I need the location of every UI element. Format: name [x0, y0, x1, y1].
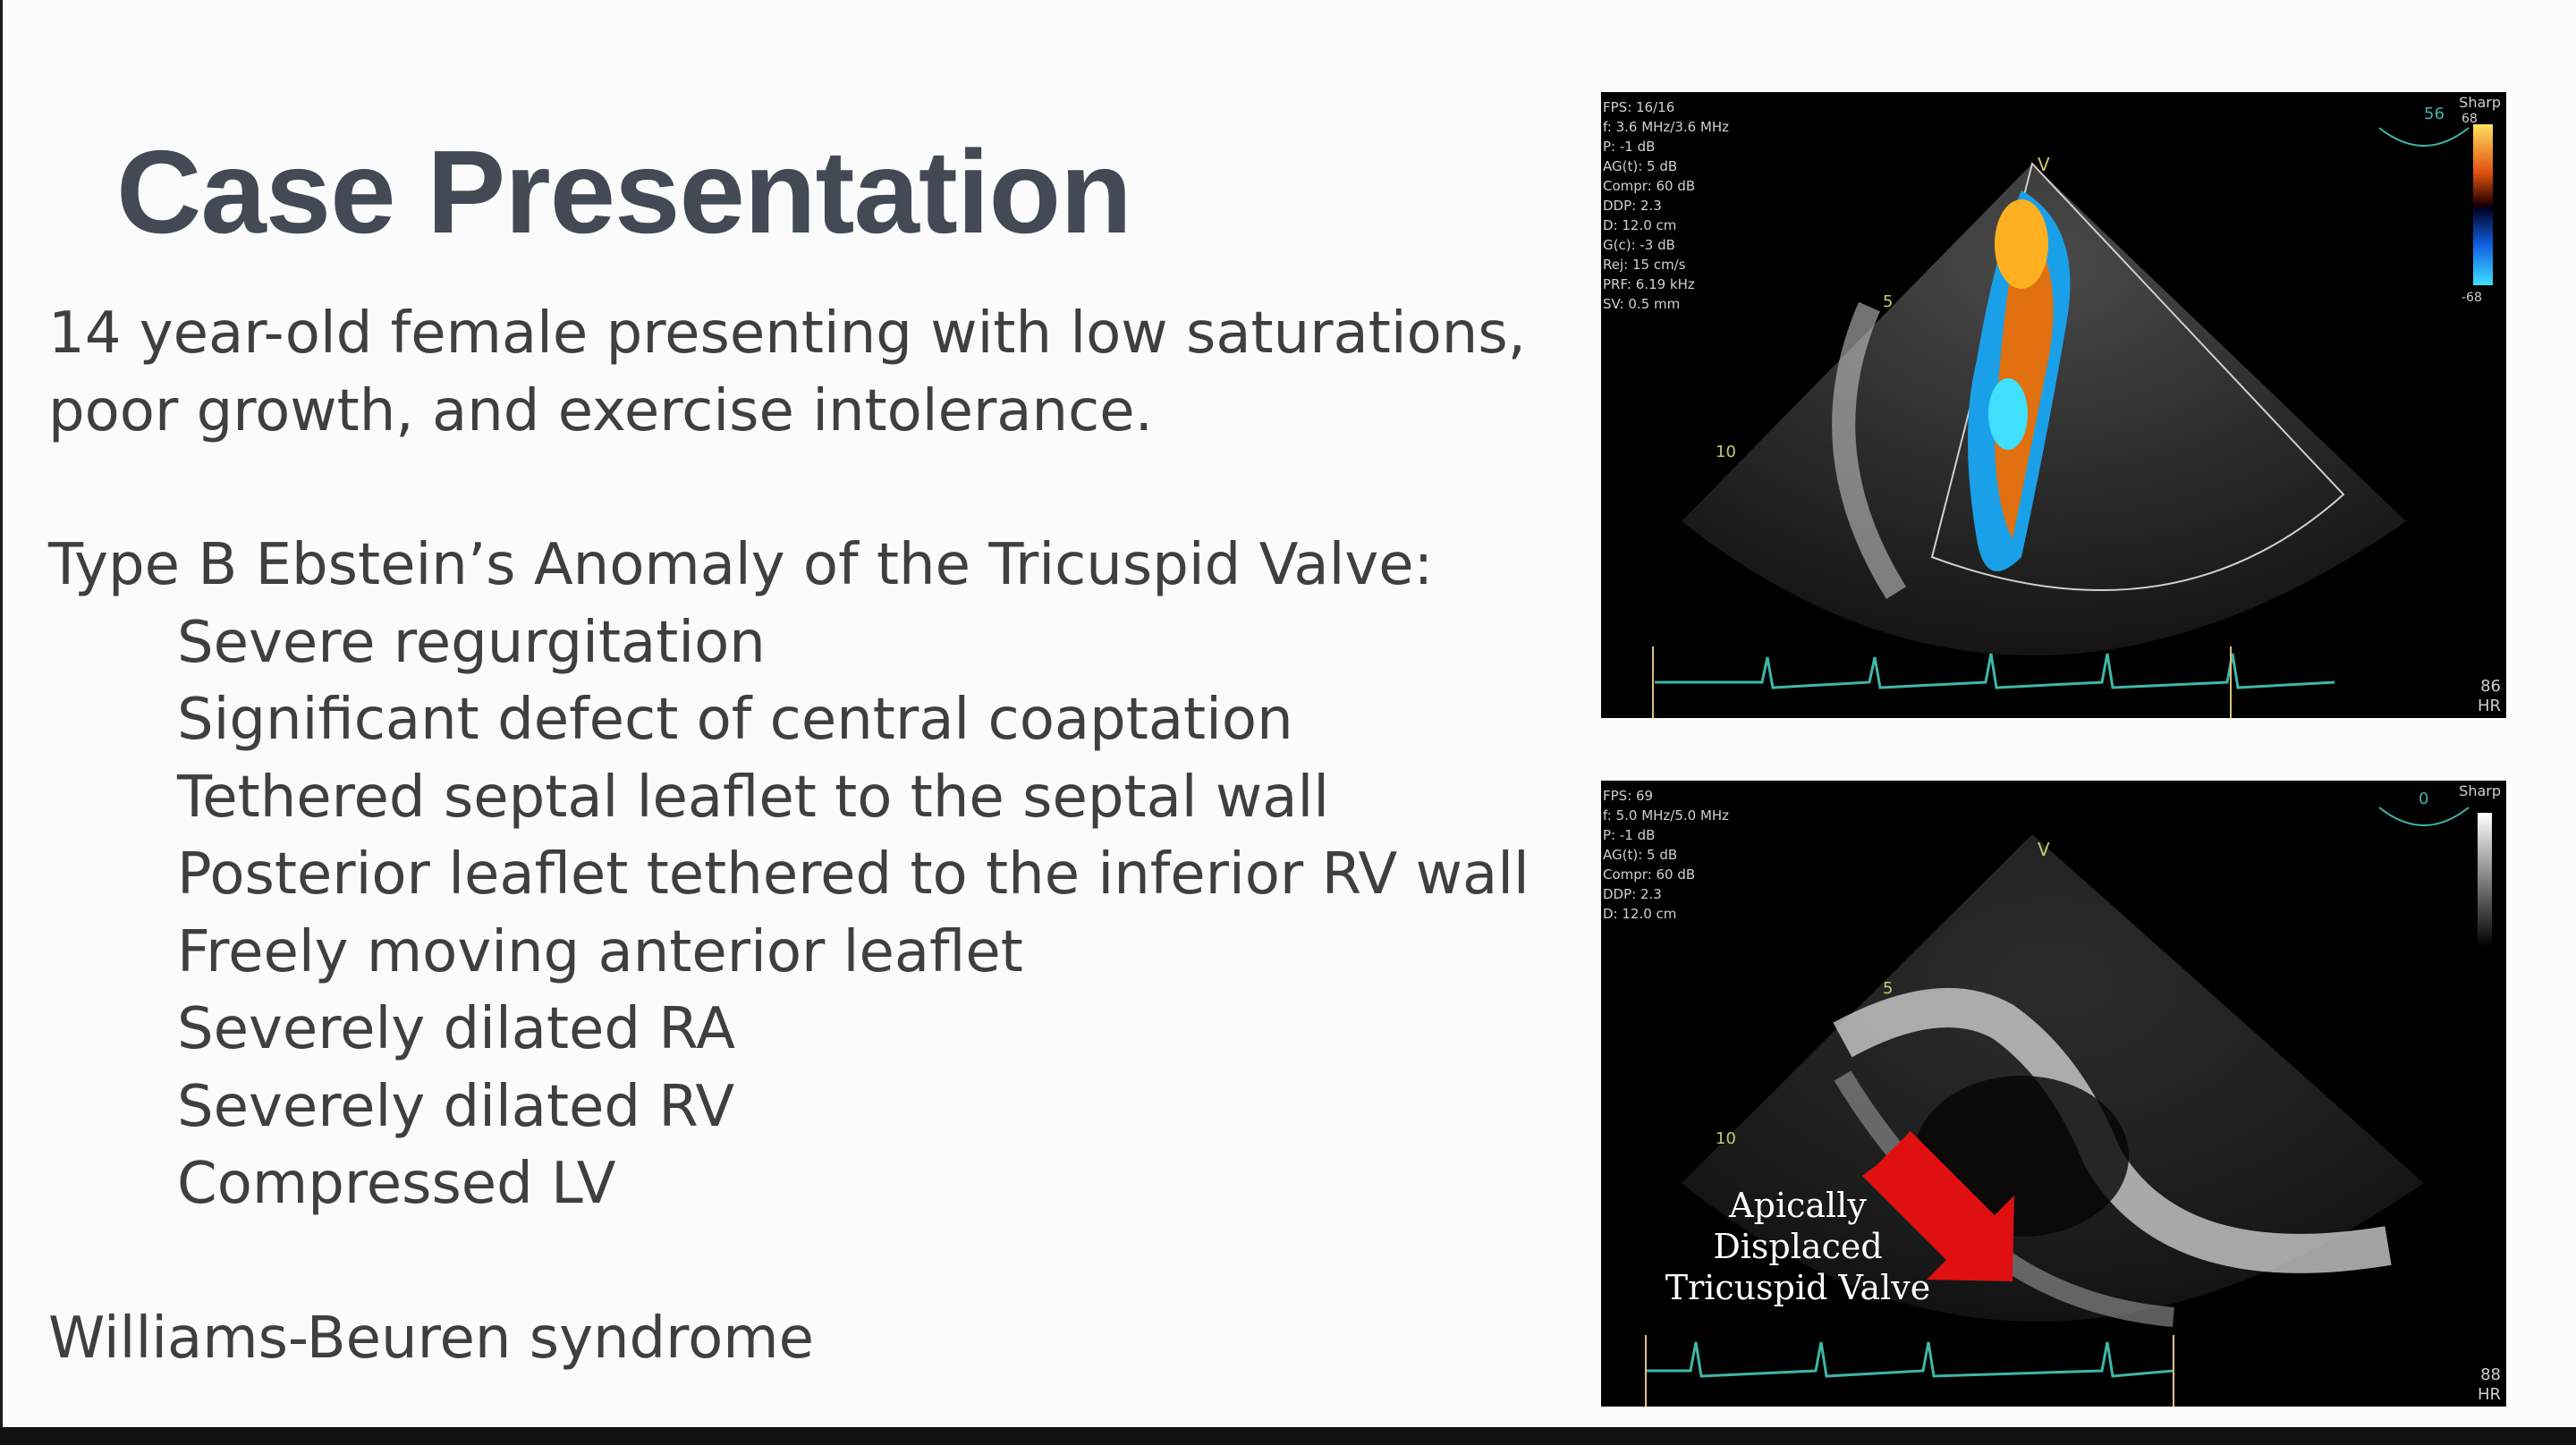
param-line: G(c): -3 dB [1603, 237, 1675, 253]
param-line: Compr: 60 dB [1603, 178, 1696, 194]
param-line: D: 12.0 cm [1603, 217, 1677, 233]
finding-item: Severe regurgitation [177, 609, 766, 676]
heart-rate-label: HR [2477, 1385, 2501, 1404]
depth-mark-10: 10 [1716, 443, 1736, 461]
intro-line: poor growth, and exercise intolerance. [48, 377, 1153, 444]
finding-item: Freely moving anterior leaflet [177, 918, 1023, 985]
intro-line: 14 year-old female presenting with low saturations, [48, 300, 1526, 367]
angle-indicator [2379, 128, 2469, 146]
echo-image-2d [1601, 781, 2506, 1407]
slide-title: Case Presentation [116, 126, 1131, 258]
param-line: AG(t): 5 dB [1603, 847, 1678, 863]
finding-item: Tethered septal leaflet to the septal wall [177, 764, 1330, 831]
annotation-line: Displaced [1713, 1227, 1883, 1266]
jet-highlight [1995, 199, 2048, 289]
depth-mark-5: 5 [1883, 979, 1894, 998]
echo-color-graphic [1601, 92, 2506, 718]
param-line: f: 5.0 MHz/5.0 MHz [1603, 807, 1730, 824]
finding-item: Posterior leaflet tethered to the inferior RV wall [177, 841, 1530, 908]
param-line: Rej: 15 cm/s [1603, 257, 1686, 273]
finding-item: Significant defect of central coaptation [177, 687, 1293, 753]
finding-item: Compressed LV [177, 1151, 616, 1217]
diagnosis-heading: Type B Ebstein’s Anomaly of the Tricuspid Valve: [48, 532, 1434, 598]
jet-cyan [1988, 378, 2028, 450]
param-line: AG(t): 5 dB [1603, 158, 1678, 174]
param-line: Compr: 60 dB [1603, 866, 1696, 883]
param-line: SV: 0.5 mm [1603, 296, 1681, 312]
bottom-bar [0, 1427, 2576, 1445]
param-line: f: 3.6 MHz/3.6 MHz [1603, 119, 1730, 135]
heart-rate-readout [2478, 677, 2501, 716]
param-line: D: 12.0 cm [1603, 906, 1677, 922]
finding-item: Severely dilated RA [177, 996, 736, 1062]
ecg-trace [1655, 654, 2334, 688]
echo-image-color-doppler [1601, 92, 2506, 718]
finding-item: Severely dilated RV [177, 1073, 735, 1140]
param-line: PRF: 6.19 kHz [1603, 276, 1695, 292]
apex-marker: V [2038, 839, 2050, 860]
scale-top-value: 68 [2462, 112, 2478, 126]
param-line: FPS: 69 [1603, 788, 1654, 804]
valve-annotation [1664, 1185, 1932, 1308]
param-line: DDP: 2.3 [1603, 886, 1662, 902]
angle-indicator [2379, 807, 2469, 825]
echo-2d-graphic [1601, 781, 2506, 1407]
heart-rate-readout [2478, 1365, 2501, 1405]
apex-marker: V [2038, 154, 2050, 175]
scale-bottom-value: -68 [2462, 291, 2482, 305]
angle-value: 0 [2419, 790, 2429, 808]
left-border [0, 0, 3, 1427]
velocity-scale [2473, 124, 2493, 285]
annotation-line: Tricuspid Valve [1665, 1268, 1931, 1307]
annotation-line: Apically [1729, 1186, 1867, 1225]
depth-mark-10: 10 [1716, 1129, 1736, 1148]
heart-rate-label: HR [2477, 697, 2501, 715]
acquisition-params [1603, 97, 1729, 314]
ecg-trace [1646, 1342, 2174, 1376]
param-line: P: -1 dB [1603, 139, 1656, 155]
acquisition-params [1603, 786, 1729, 924]
angle-value: 56 [2424, 105, 2445, 123]
param-line: P: -1 dB [1603, 827, 1656, 843]
preset-label: Sharp [2459, 782, 2501, 799]
depth-mark-5: 5 [1883, 292, 1894, 311]
param-line: FPS: 16/16 [1603, 99, 1675, 115]
heart-rate-value: 88 [2480, 1365, 2501, 1384]
preset-label: Sharp [2459, 94, 2501, 111]
heart-rate-value: 86 [2480, 677, 2501, 696]
syndrome-text: Williams-Beuren syndrome [48, 1305, 814, 1372]
gray-scale-bar [2478, 813, 2492, 947]
slide-body [48, 295, 1569, 1377]
param-line: DDP: 2.3 [1603, 198, 1662, 214]
spacer [48, 450, 1569, 527]
spacer [48, 1223, 1569, 1300]
